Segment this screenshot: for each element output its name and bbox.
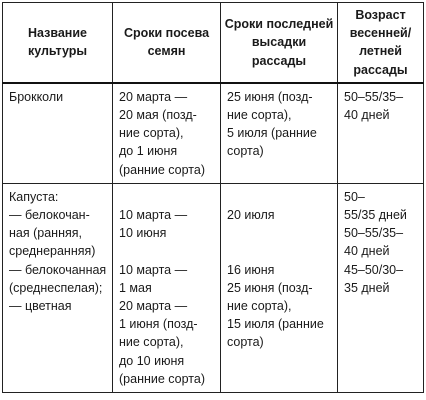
header-age: Возраст весенней/ летней рассады: [338, 3, 424, 83]
header-culture: Название культуры: [3, 3, 113, 83]
header-sowing: Сроки посева семян: [113, 3, 221, 83]
cell-planting: 25 июня (позд- ние сорта), 5 июля (ранние сорта): [221, 83, 338, 184]
header-planting: Сроки последней высадки рассады: [221, 3, 338, 83]
cell-sowing: 20 марта — 20 мая (позд- ние сорта), до 1 июня (ранние сорта): [113, 83, 221, 184]
cell-culture: Капуста: — белокочан- ная (ранняя, среднеранняя) — белокочанная (среднеспелая); — цветная: [3, 183, 113, 392]
cell-culture: Брокколи: [3, 83, 113, 184]
planting-schedule-table: [2, 2, 424, 393]
cell-age: 50–55/35– 40 дней: [338, 83, 424, 184]
cell-sowing: 10 марта — 10 июня 10 марта — 1 мая 20 марта — 1 июня (позд- ние сорта), до 10 июня (ранние сорта): [113, 183, 221, 392]
cell-age: 50– 55/35 дней 50–55/35– 40 дней 45–50/30– 35 дней: [338, 183, 424, 392]
table-row: [3, 83, 424, 184]
table-row: [3, 183, 424, 392]
table-header-row: [3, 3, 424, 83]
cell-planting: 20 июля 16 июня 25 июня (позд- ние сорта), 15 июля (ранние сорта): [221, 183, 338, 392]
